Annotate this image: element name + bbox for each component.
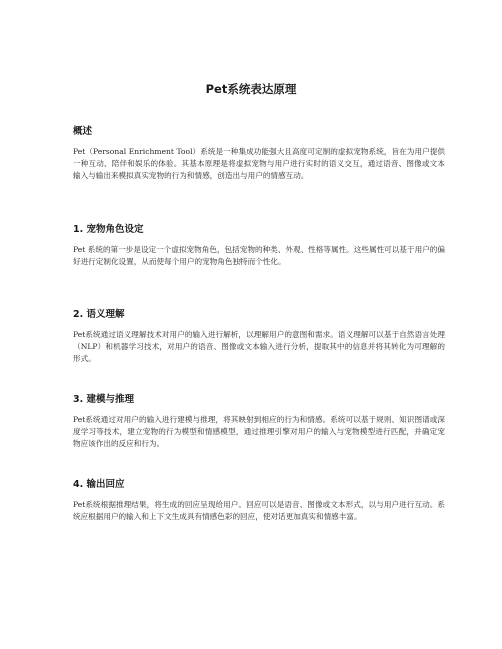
document-title: Pet系统表达原理 <box>205 82 297 96</box>
section-output-response <box>73 479 445 523</box>
section-body: Pet系统通过语义理解技术对用户的输入进行解析，以理解用户的意图和需求。语义理解可以基于自然语言处理（NLP）和机器学习技术，对用户的语音、图像或文本输入进行分析，提取其中的信息并将其转化为可理解的形式。 <box>73 330 445 364</box>
section-body: Pet 系统的第一步是设定一个虚拟宠物角色，包括宠物的种类、外观、性格等属性。这些属性可以基于用户的偏好进行定制化设置，从而使每个用户的宠物角色独特而个性化。 <box>73 245 445 267</box>
section-pet-role <box>73 224 445 268</box>
section-heading: 4. 输出回应 <box>73 479 125 490</box>
section-body: Pet系统通过对用户的输入进行建模与推理，将其映射到相应的行为和情感。系统可以基于规则、知识图谱或深度学习等技术，建立宠物的行为模型和情感模型，通过推理引擎对用户的输入与宠物模型进行匹配，并确定宠物应该作出的反应和行为。 <box>73 415 445 449</box>
section-overview <box>73 126 445 183</box>
section-semantic-understanding <box>73 309 445 366</box>
section-body: Pet（Personal Enrichment Tool）系统是一种集成功能强大且高度可定制的虚拟宠物系统，旨在为用户提供一种互动、陪伴和娱乐的体验。其基本原理是将虚拟宠物与用户进行实时的语义交互，通过语音、图像或文本输入与输出来模拟真实宠物的行为和情感，创造出与用户的情感互动。 <box>73 147 445 181</box>
section-heading: 1. 宠物角色设定 <box>73 224 144 235</box>
section-body: Pet系统根据推理结果，将生成的回应呈现给用户。回应可以是语音、图像或文本形式，以与用户进行互动。系统应根据用户的输入和上下文生成具有情感色彩的回应，使对话更加真实和情感丰富。 <box>73 500 445 522</box>
section-heading: 2. 语义理解 <box>73 309 125 320</box>
section-heading: 3. 建模与推理 <box>73 394 135 405</box>
section-modeling-reasoning <box>73 394 445 451</box>
section-heading: 概述 <box>73 126 93 137</box>
